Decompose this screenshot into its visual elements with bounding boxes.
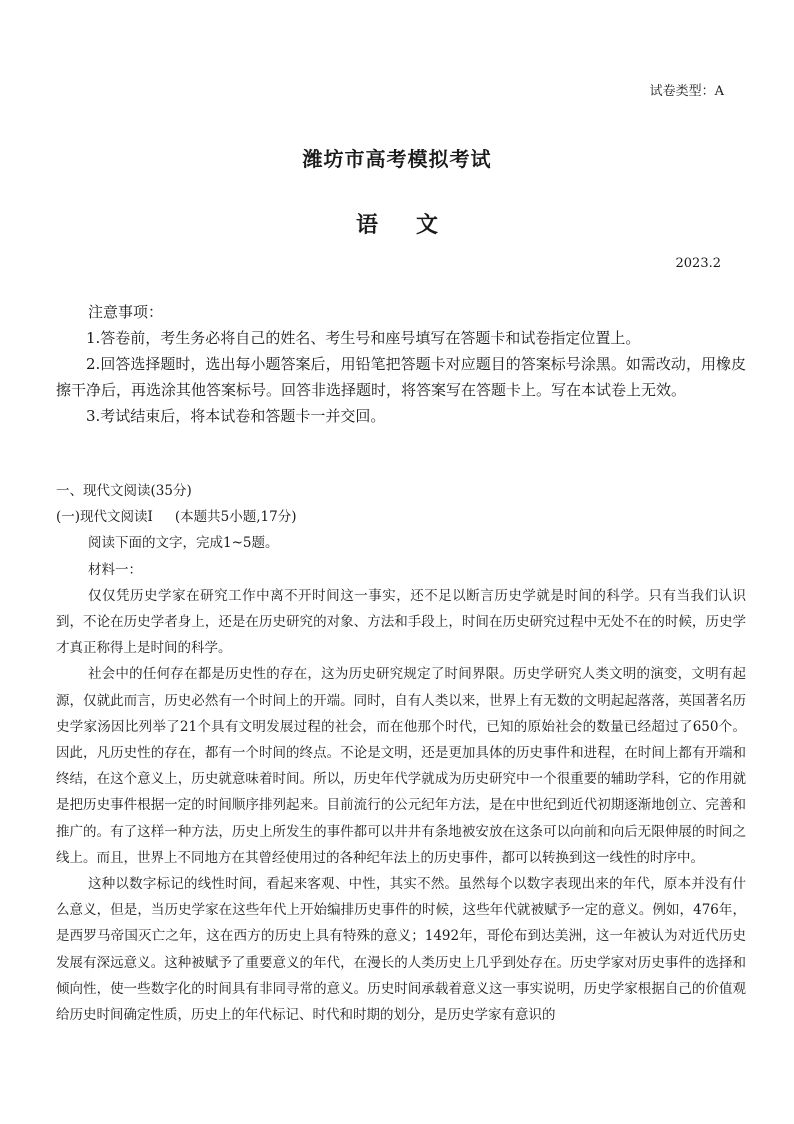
subsection-note: (本题共5小题,17分): [174, 509, 297, 526]
section-title: 一、现代文阅读(35分): [56, 483, 192, 499]
exam-type-label: 试卷类型：A: [649, 84, 724, 99]
notice-item-1: 1.答卷前，考生务必将自己的姓名、考生号和座号填写在答题卡和试卷指定位置上。: [86, 329, 641, 347]
subject-title: [0, 208, 794, 239]
paragraph-3: 这种以数字标记的线性时间，看起来客观、中性，其实不然。虽然每个以数字表现出来的年代，原本并没有什么意义，但是，当历史学家在这些年代上开始编排历史事件的时候，这些年代就被赋予一定的意义。例如，476年，是西罗马帝国灭亡之年，这在西方的历史上具有特殊的意义；1492年，哥伦布到达美洲，这一年被认为对近代历史发展有深远意义。这种被赋予了重要意义的年代，在漫长的人类历史上几乎到处存在。历史学家对历史事件的选择和倾向性，使一些数字化的时间具有非同寻常的意义。历史时间承载着意义这一事实说明，历史学家根据自己的价值观给历史时间确定性质，历史上的年代标记、时代和时期的划分，是历史学家有意识的: [56, 876, 746, 1024]
subsection-title: [56, 504, 746, 530]
exam-date: 2023.2: [675, 256, 721, 271]
exam-title: 潍坊市高考模拟考试: [302, 147, 492, 171]
notice-item-3: 3.考试结束后，将本试卷和答题卡一并交回。: [86, 407, 386, 425]
reading-section: [56, 478, 746, 1028]
subject-char-1: 语: [355, 212, 378, 238]
notice-heading: 注意事项：: [88, 303, 164, 321]
reading-instruction: 阅读下面的文字，完成1~5题。: [88, 535, 279, 552]
notice-item-2: 2.回答选择题时，选出每小题答案后，用铅笔把答题卡对应题目的答案标号涂黑。如需改动，用橡皮擦干净后，再选涂其他答案标号。回答非选择题时，将答案写在答题卡上。写在本试卷上无效。: [56, 355, 746, 399]
subject-char-2: 文: [416, 212, 439, 238]
subsection-label: (一)现代文阅读Ⅰ: [56, 509, 153, 526]
paragraph-1: 仅仅凭历史学家在研究工作中离不开时间这一事实，还不足以断言历史学就是时间的科学。只有当我们认识到，不论在历史学者身上，还是在历史研究的对象、方法和手段上，时间在历史研究过程中无处不在的时候，历史学才真正称得上是时间的科学。: [56, 587, 746, 657]
material-label: 材料一：: [88, 561, 142, 578]
paragraph-2: 社会中的任何存在都是历史性的存在，这为历史研究规定了时间界限。历史学研究人类文明的演变，文明有起源，仅就此而言，历史必然有一个时间上的开端。同时，自有人类以来，世界上有无数的文明起起落落，英国著名历史学家汤因比列举了21个具有文明发展过程的社会，而在他那个时代，已知的原始社会的数量已经超过了650个。因此，凡历史性的存在，都有一个时间的终点。不论是文明，还是更加具体的历史事件和进程，在时间上都有开端和终结，在这个意义上，历史就意味着时间。所以，历史年代学就成为历史研究中一个很重要的辅助学科，它的作用就是把历史事件根据一定的时间顺序排列起来。目前流行的公元纪年方法，是在中世纪到近代初期逐渐地创立、完善和推广的。有了这样一种方法，历史上所发生的事件都可以井井有条地被安放在这条可以向前和向后无限伸展的时间之线上。而且，世界上不同地方在其曾经使用过的各种纪年法上的历史事件，都可以转换到这一线性的时序中。: [56, 666, 746, 866]
notice-block: [56, 299, 746, 429]
